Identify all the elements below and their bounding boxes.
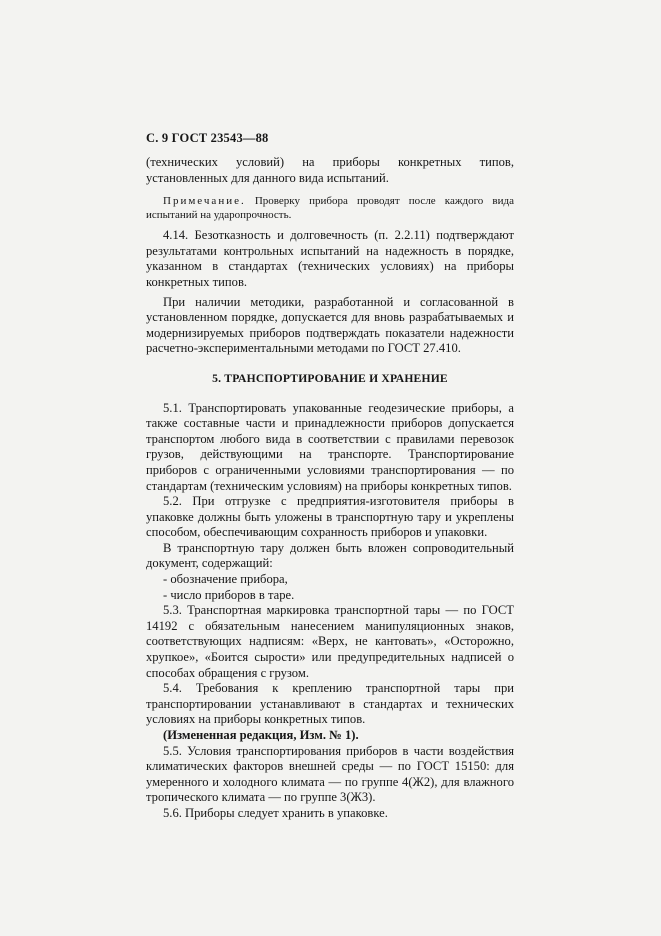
change-note: (Измененная редакция, Изм. № 1). [163,728,359,742]
document-body [146,155,514,822]
note-label: Примечание. [163,195,246,208]
page-header: С. 9 ГОСТ 23543—88 [146,131,269,145]
paragraph-4-14-b: При наличии методики, разработанной и согласованной в установленном порядке, допускается для вновь разрабатываемых и модернизируемых приборов подтверждать показатели надежности расчетно-экспериментальными методами по ГОСТ 27.410. [146,294,514,356]
paragraph-5-5: 5.5. Условия транспортирования приборов в части воздействия климатических факторов внешней среды — по ГОСТ 15150: для умеренного и холодного климата — по группе 4(Ж2), для влажного тропического климата — по группе 3(Ж3). [146,743,514,805]
paragraph-continuation: (технических условий) на приборы конкретных типов, установленных для данного вида испытаний. [146,155,514,185]
note-text: Проверку прибора проводят после каждого вида испытаний на ударопрочность. [146,195,514,222]
list-item: - число приборов в таре. [163,587,295,602]
paragraph-5-2-b: В транспортную тару должен быть вложен сопроводительный документ, содержащий: [146,540,514,571]
paragraph-5-2: 5.2. При отгрузке с предприятия-изготовителя приборы в упаковке должны быть уложены в транспортную тару и укреплены способом, обеспечивающим сохранность приборов и упаковки. [146,494,514,540]
paragraph-4-14: 4.14. Безотказность и долговечность (п. 2.2.11) подтверждают результатами контрольных испытаний на надежность в порядке, указанном в стандартах (технических условиях) на приборы конкретных типов. [146,228,514,289]
list-item: - обозначение прибора, [163,572,288,587]
section-title: 5. ТРАНСПОРТИРОВАНИЕ И ХРАНЕНИЕ [212,371,448,385]
paragraph-5-4: 5.4. Требования к креплению транспортной тары при транспортировании устанавливают в стандартах и технических условиях на приборы конкретных типов. [146,681,514,727]
note [146,194,514,222]
paragraph-5-6: 5.6. Приборы следует хранить в упаковке. [163,805,388,820]
paragraph-5-1: 5.1. Транспортировать упакованные геодезические приборы, а также составные части и принадлежности приборов допускается транспортом любого вида в соответствии с правилами перевозок грузов, действующими на транспорте. Транспортирование приборов с ограниченными условиями транспортирования — по стандартам (техническим условиям) на приборы конкретных типов. [146,400,514,493]
paragraph-5-3: 5.3. Транспортная маркировка транспортной тары — по ГОСТ 14192 с обязательным нанесением манипуляционных знаков, соответствующих надписям: «Верх, не кантовать», «Осторожно, хрупкое», «Боится сырости» или предупредительных надписей о способах обращения с грузом. [146,603,514,680]
